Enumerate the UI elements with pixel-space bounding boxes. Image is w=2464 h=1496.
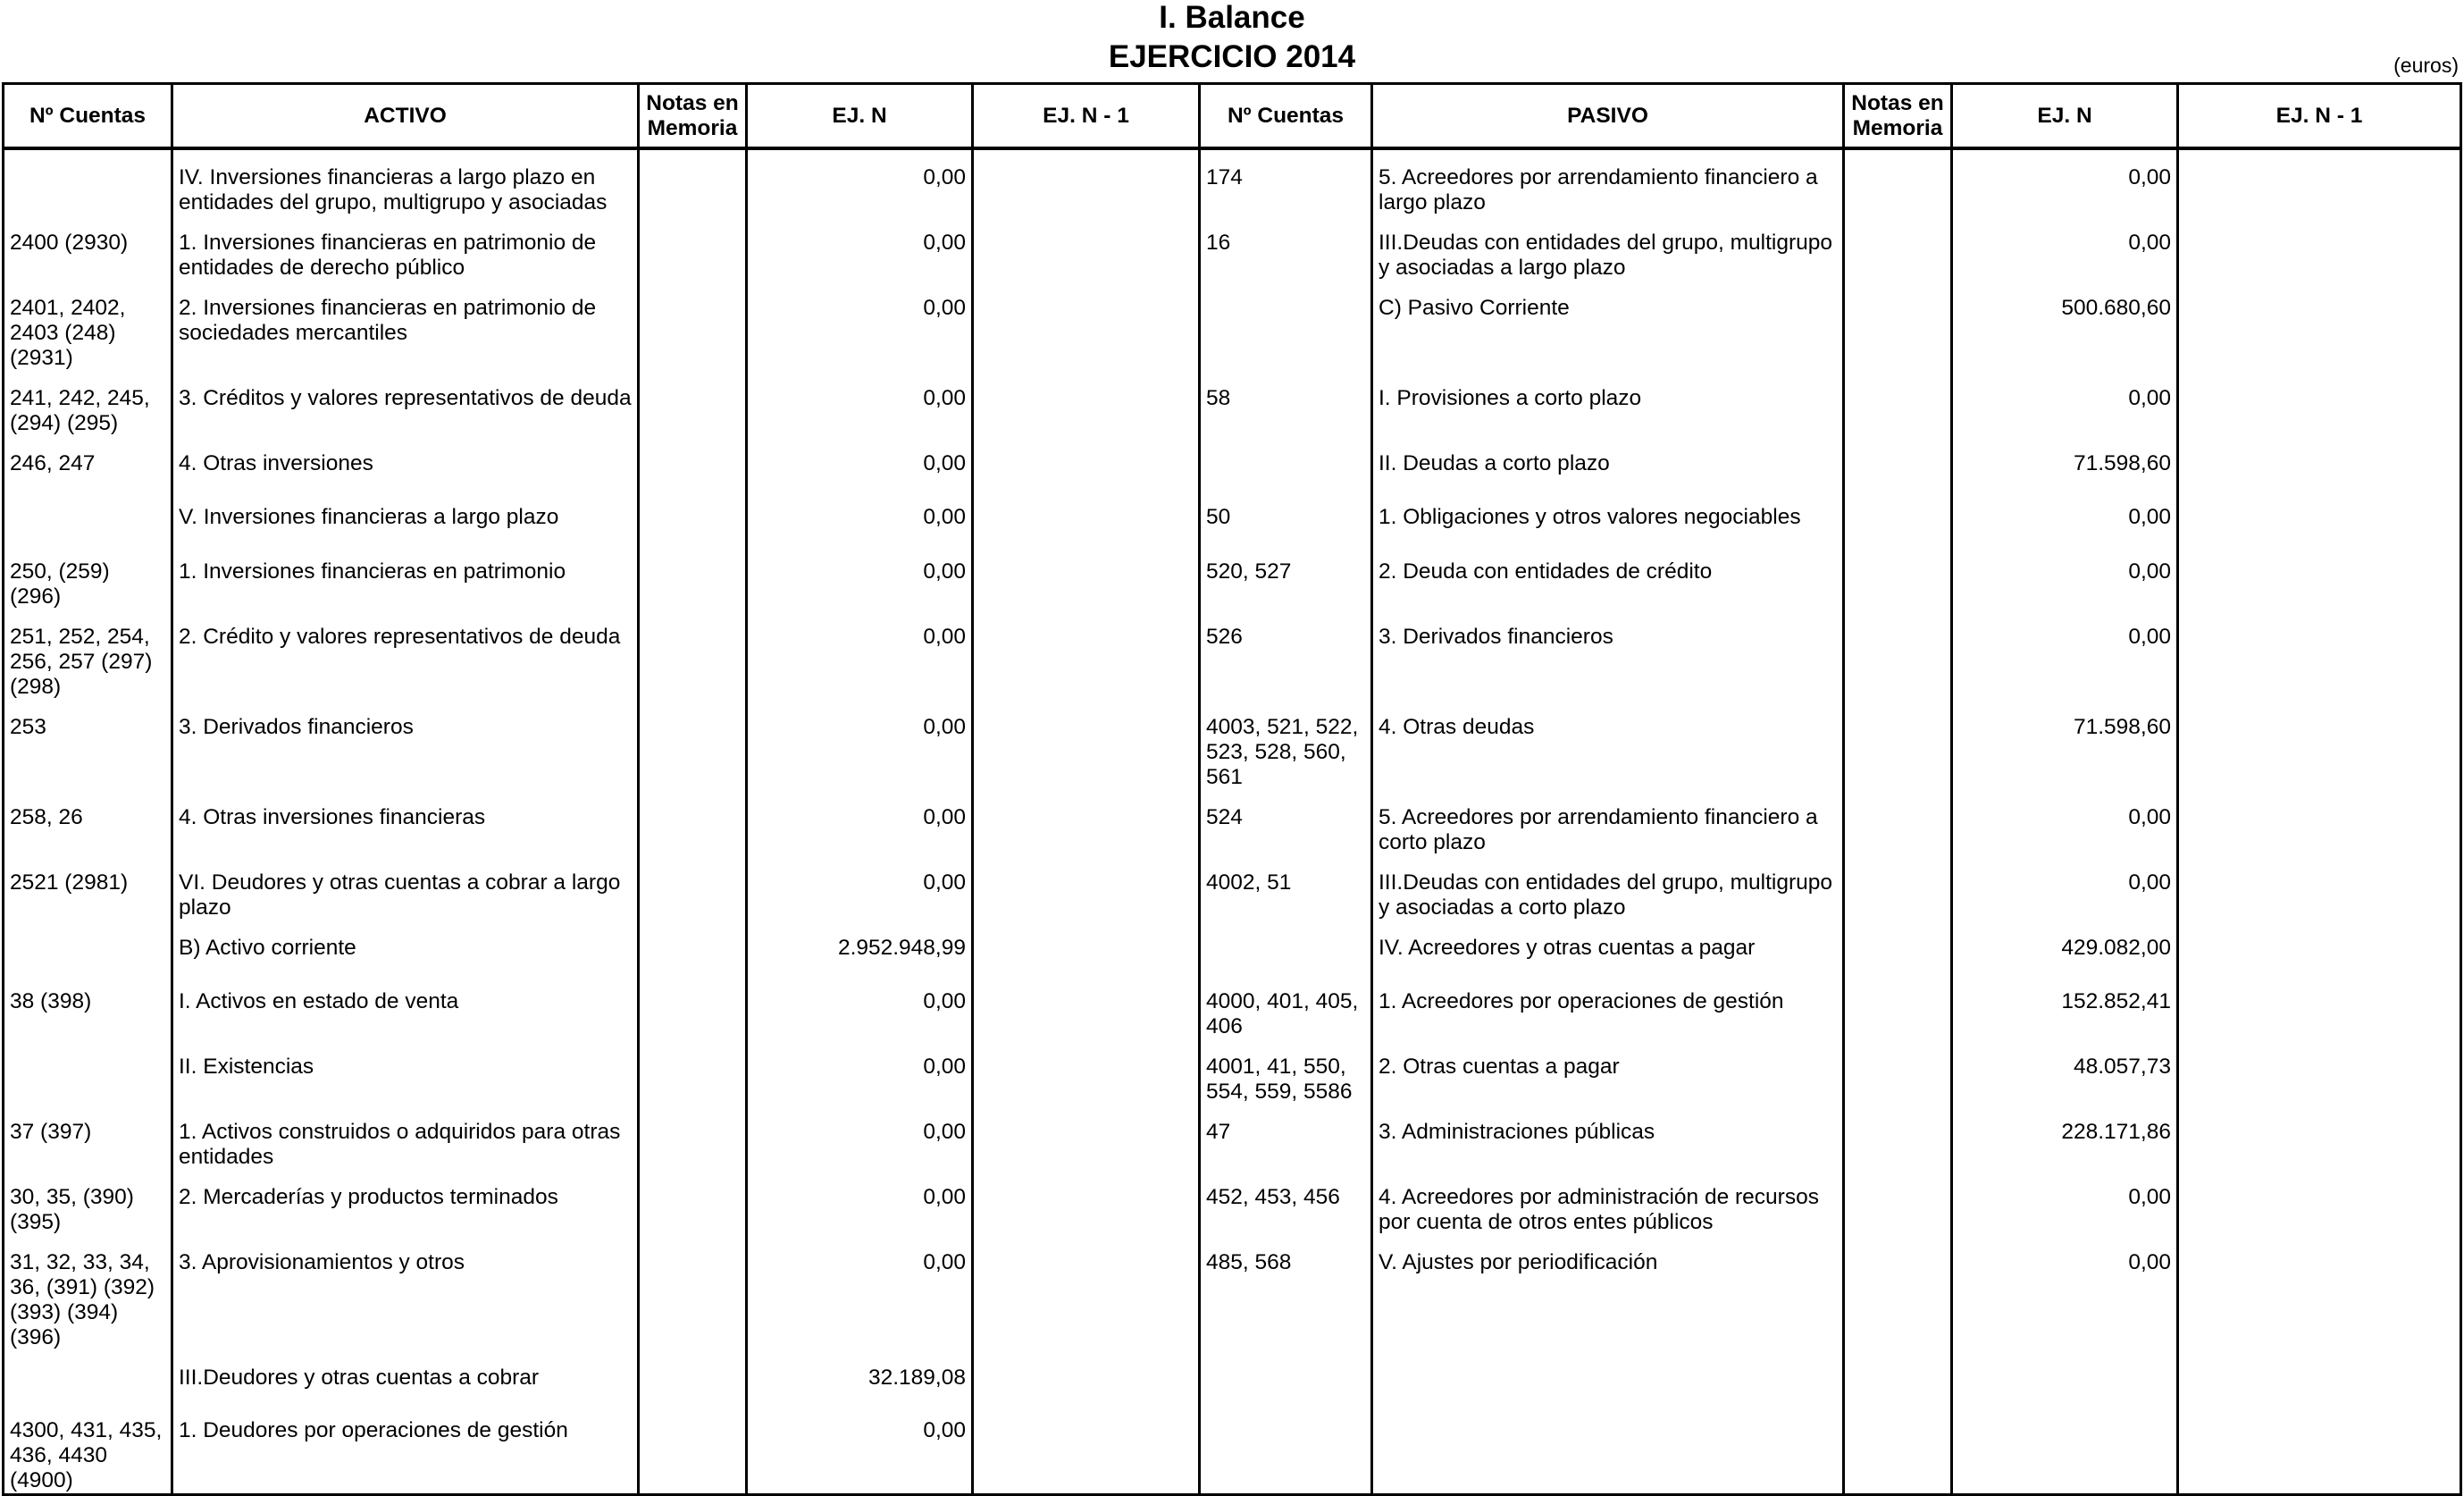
activo-notas-cell (639, 1350, 747, 1403)
activo-cuentas-cell: 246, 247 (4, 436, 172, 490)
pasivo-cuentas-cell: 50 (1200, 490, 1372, 544)
pasivo-ejn-cell: 71.598,60 (1952, 700, 2178, 790)
pasivo-cuentas-cell (1200, 920, 1372, 974)
activo-cuentas-cell: 30, 35, (390) (395) (4, 1170, 172, 1235)
activo-notas-cell (639, 609, 747, 700)
pasivo-ejn-cell (1952, 1350, 2178, 1403)
pasivo-descripcion-cell: 3. Derivados financieros (1372, 609, 1844, 700)
activo-ejn1-cell (973, 609, 1200, 700)
table-row (4, 855, 2461, 920)
activo-ejn1-cell (973, 148, 1200, 215)
pasivo-ejn-cell: 0,00 (1952, 609, 2178, 700)
pasivo-descripcion-cell: 1. Obligaciones y otros valores negociables (1372, 490, 1844, 544)
activo-notas-cell (639, 1235, 747, 1350)
activo-cuentas-cell (4, 1350, 172, 1403)
activo-cuentas-cell: 258, 26 (4, 790, 172, 855)
activo-ejn-cell: 0,00 (747, 700, 973, 790)
pasivo-descripcion-cell: I. Provisiones a corto plazo (1372, 371, 1844, 436)
activo-notas-cell (639, 281, 747, 371)
activo-ejn-cell: 0,00 (747, 609, 973, 700)
table-row (4, 920, 2461, 974)
activo-ejn1-cell (973, 281, 1200, 371)
activo-descripcion-cell: II. Existencias (172, 1039, 639, 1105)
activo-notas-cell (639, 1105, 747, 1170)
pasivo-ejn1-cell (2178, 790, 2461, 855)
table-row (4, 371, 2461, 436)
pasivo-ejn1-cell (2178, 490, 2461, 544)
pasivo-ejn-cell: 0,00 (1952, 1235, 2178, 1350)
activo-ejn1-cell (973, 855, 1200, 920)
pasivo-ejn1-cell (2178, 1105, 2461, 1170)
activo-ejn-cell: 0,00 (747, 371, 973, 436)
pasivo-descripcion-cell: 1. Acreedores por operaciones de gestión (1372, 974, 1844, 1039)
header-notas-activo: Notas en Memoria (639, 84, 747, 149)
pasivo-ejn1-cell (2178, 1039, 2461, 1105)
pasivo-descripcion-cell: 4. Otras deudas (1372, 700, 1844, 790)
activo-ejn-cell: 0,00 (747, 1105, 973, 1170)
pasivo-cuentas-cell (1200, 436, 1372, 490)
activo-notas-cell (639, 974, 747, 1039)
activo-notas-cell (639, 371, 747, 436)
pasivo-descripcion-cell (1372, 1350, 1844, 1403)
pasivo-ejn-cell: 0,00 (1952, 215, 2178, 281)
header-ejn-pasivo: EJ. N (1952, 84, 2178, 149)
activo-cuentas-cell: 250, (259) (296) (4, 544, 172, 609)
activo-descripcion-cell: IV. Inversiones financieras a largo plazo en entidades del grupo, multigrupo y asociadas (172, 148, 639, 215)
pasivo-cuentas-cell: 452, 453, 456 (1200, 1170, 1372, 1235)
activo-descripcion-cell: 1. Inversiones financieras en patrimonio (172, 544, 639, 609)
pasivo-descripcion-cell (1372, 1403, 1844, 1495)
header-ejn-activo: EJ. N (747, 84, 973, 149)
pasivo-cuentas-cell: 4000, 401, 405, 406 (1200, 974, 1372, 1039)
activo-ejn1-cell (973, 436, 1200, 490)
activo-ejn-cell: 0,00 (747, 1235, 973, 1350)
pasivo-ejn1-cell (2178, 855, 2461, 920)
activo-cuentas-cell: 2401, 2402, 2403 (248) (2931) (4, 281, 172, 371)
activo-cuentas-cell: 31, 32, 33, 34, 36, (391) (392) (393) (394) (396) (4, 1235, 172, 1350)
activo-descripcion-cell: 1. Activos construidos o adquiridos para otras entidades (172, 1105, 639, 1170)
table-row (4, 490, 2461, 544)
table-row (4, 974, 2461, 1039)
table-row (4, 1403, 2461, 1495)
table-row (4, 215, 2461, 281)
activo-ejn-cell: 0,00 (747, 1403, 973, 1495)
activo-ejn1-cell (973, 1170, 1200, 1235)
pasivo-cuentas-cell: 485, 568 (1200, 1235, 1372, 1350)
activo-notas-cell (639, 855, 747, 920)
activo-descripcion-cell: 4. Otras inversiones financieras (172, 790, 639, 855)
pasivo-ejn1-cell (2178, 920, 2461, 974)
pasivo-notas-cell (1844, 609, 1952, 700)
header-pasivo: PASIVO (1372, 84, 1844, 149)
pasivo-ejn-cell: 48.057,73 (1952, 1039, 2178, 1105)
table-row (4, 1350, 2461, 1403)
activo-notas-cell (639, 215, 747, 281)
activo-ejn1-cell (973, 215, 1200, 281)
pasivo-cuentas-cell: 524 (1200, 790, 1372, 855)
pasivo-cuentas-cell: 47 (1200, 1105, 1372, 1170)
pasivo-ejn-cell: 0,00 (1952, 371, 2178, 436)
activo-descripcion-cell: 1. Inversiones financieras en patrimonio de entidades de derecho público (172, 215, 639, 281)
pasivo-descripcion-cell: 4. Acreedores por administración de recursos por cuenta de otros entes públicos (1372, 1170, 1844, 1235)
activo-ejn1-cell (973, 1350, 1200, 1403)
table-row (4, 609, 2461, 700)
pasivo-ejn-cell: 228.171,86 (1952, 1105, 2178, 1170)
pasivo-ejn1-cell (2178, 436, 2461, 490)
activo-cuentas-cell: 38 (398) (4, 974, 172, 1039)
activo-cuentas-cell: 251, 252, 254, 256, 257 (297) (298) (4, 609, 172, 700)
pasivo-ejn-cell: 0,00 (1952, 855, 2178, 920)
pasivo-descripcion-cell: III.Deudas con entidades del grupo, multigrupo y asociadas a corto plazo (1372, 855, 1844, 920)
pasivo-notas-cell (1844, 281, 1952, 371)
activo-cuentas-cell: 37 (397) (4, 1105, 172, 1170)
activo-ejn1-cell (973, 544, 1200, 609)
pasivo-ejn1-cell (2178, 1235, 2461, 1350)
header-activo: ACTIVO (172, 84, 639, 149)
pasivo-ejn-cell: 0,00 (1952, 544, 2178, 609)
pasivo-ejn1-cell (2178, 1170, 2461, 1235)
pasivo-cuentas-cell: 4002, 51 (1200, 855, 1372, 920)
activo-ejn-cell: 0,00 (747, 436, 973, 490)
table-row (4, 1039, 2461, 1105)
activo-ejn1-cell (973, 920, 1200, 974)
activo-descripcion-cell: VI. Deudores y otras cuentas a cobrar a largo plazo (172, 855, 639, 920)
pasivo-ejn-cell: 0,00 (1952, 1170, 2178, 1235)
pasivo-cuentas-cell: 526 (1200, 609, 1372, 700)
activo-ejn1-cell (973, 700, 1200, 790)
activo-cuentas-cell (4, 920, 172, 974)
activo-notas-cell (639, 1403, 747, 1495)
table-row (4, 790, 2461, 855)
activo-descripcion-cell: 3. Créditos y valores representativos de deuda (172, 371, 639, 436)
pasivo-notas-cell (1844, 148, 1952, 215)
pasivo-descripcion-cell: 3. Administraciones públicas (1372, 1105, 1844, 1170)
pasivo-cuentas-cell (1200, 281, 1372, 371)
activo-descripcion-cell: III.Deudores y otras cuentas a cobrar (172, 1350, 639, 1403)
pasivo-ejn1-cell (2178, 148, 2461, 215)
table-row (4, 700, 2461, 790)
activo-cuentas-cell (4, 490, 172, 544)
pasivo-ejn-cell: 500.680,60 (1952, 281, 2178, 371)
pasivo-ejn1-cell (2178, 974, 2461, 1039)
pasivo-cuentas-cell: 520, 527 (1200, 544, 1372, 609)
pasivo-ejn1-cell (2178, 1403, 2461, 1495)
currency-unit: (euros) (2393, 54, 2459, 77)
pasivo-ejn1-cell (2178, 609, 2461, 700)
activo-ejn1-cell (973, 974, 1200, 1039)
pasivo-descripcion-cell: II. Deudas a corto plazo (1372, 436, 1844, 490)
activo-ejn-cell: 2.952.948,99 (747, 920, 973, 974)
pasivo-ejn1-cell (2178, 281, 2461, 371)
activo-ejn-cell: 0,00 (747, 544, 973, 609)
pasivo-descripcion-cell: 2. Deuda con entidades de crédito (1372, 544, 1844, 609)
table-header-row (4, 84, 2461, 149)
pasivo-notas-cell (1844, 1105, 1952, 1170)
table-row (4, 1170, 2461, 1235)
activo-descripcion-cell: 3. Aprovisionamientos y otros (172, 1235, 639, 1350)
activo-ejn-cell: 0,00 (747, 490, 973, 544)
pasivo-ejn1-cell (2178, 215, 2461, 281)
table-row (4, 1235, 2461, 1350)
activo-cuentas-cell: 4300, 431, 435, 436, 4430 (4900) (4, 1403, 172, 1495)
pasivo-ejn-cell: 429.082,00 (1952, 920, 2178, 974)
pasivo-ejn-cell: 0,00 (1952, 148, 2178, 215)
activo-ejn-cell: 0,00 (747, 790, 973, 855)
header-ejn1-activo: EJ. N - 1 (973, 84, 1200, 149)
activo-descripcion-cell: I. Activos en estado de venta (172, 974, 639, 1039)
header-ejn1-pasivo: EJ. N - 1 (2178, 84, 2461, 149)
activo-cuentas-cell: 241, 242, 245, (294) (295) (4, 371, 172, 436)
pasivo-notas-cell (1844, 855, 1952, 920)
activo-ejn1-cell (973, 790, 1200, 855)
activo-descripcion-cell: 1. Deudores por operaciones de gestión (172, 1403, 639, 1495)
pasivo-cuentas-cell: 4001, 41, 550, 554, 559, 5586 (1200, 1039, 1372, 1105)
pasivo-descripcion-cell: III.Deudas con entidades del grupo, multigrupo y asociadas a largo plazo (1372, 215, 1844, 281)
pasivo-notas-cell (1844, 490, 1952, 544)
pasivo-ejn-cell: 0,00 (1952, 490, 2178, 544)
activo-notas-cell (639, 544, 747, 609)
pasivo-ejn-cell: 0,00 (1952, 790, 2178, 855)
pasivo-notas-cell (1844, 1170, 1952, 1235)
table-row (4, 148, 2461, 215)
pasivo-notas-cell (1844, 974, 1952, 1039)
pasivo-notas-cell (1844, 790, 1952, 855)
pasivo-cuentas-cell: 58 (1200, 371, 1372, 436)
pasivo-notas-cell (1844, 544, 1952, 609)
pasivo-descripcion-cell: IV. Acreedores y otras cuentas a pagar (1372, 920, 1844, 974)
activo-notas-cell (639, 436, 747, 490)
pasivo-notas-cell (1844, 700, 1952, 790)
activo-ejn-cell: 0,00 (747, 974, 973, 1039)
pasivo-notas-cell (1844, 436, 1952, 490)
activo-ejn1-cell (973, 371, 1200, 436)
pasivo-ejn1-cell (2178, 1350, 2461, 1403)
activo-ejn1-cell (973, 1039, 1200, 1105)
activo-ejn1-cell (973, 490, 1200, 544)
activo-cuentas-cell (4, 1039, 172, 1105)
activo-ejn1-cell (973, 1235, 1200, 1350)
activo-notas-cell (639, 1170, 747, 1235)
activo-descripcion-cell: 2. Crédito y valores representativos de deuda (172, 609, 639, 700)
activo-descripcion-cell: 4. Otras inversiones (172, 436, 639, 490)
pasivo-ejn-cell (1952, 1403, 2178, 1495)
activo-cuentas-cell (4, 148, 172, 215)
activo-descripcion-cell: 2. Mercaderías y productos terminados (172, 1170, 639, 1235)
activo-cuentas-cell: 253 (4, 700, 172, 790)
header-notas-pasivo: Notas en Memoria (1844, 84, 1952, 149)
pasivo-cuentas-cell: 174 (1200, 148, 1372, 215)
table-row (4, 281, 2461, 371)
pasivo-descripcion-cell: C) Pasivo Corriente (1372, 281, 1844, 371)
activo-ejn-cell: 0,00 (747, 855, 973, 920)
pasivo-notas-cell (1844, 371, 1952, 436)
pasivo-ejn1-cell (2178, 544, 2461, 609)
activo-ejn-cell: 32.189,08 (747, 1350, 973, 1403)
activo-ejn1-cell (973, 1105, 1200, 1170)
header-cuentas-activo: Nº Cuentas (4, 84, 172, 149)
activo-ejn1-cell (973, 1403, 1200, 1495)
pasivo-descripcion-cell: 5. Acreedores por arrendamiento financiero a largo plazo (1372, 148, 1844, 215)
activo-cuentas-cell: 2521 (2981) (4, 855, 172, 920)
activo-descripcion-cell: 3. Derivados financieros (172, 700, 639, 790)
header-cuentas-pasivo: Nº Cuentas (1200, 84, 1372, 149)
pasivo-notas-cell (1844, 215, 1952, 281)
pasivo-cuentas-cell: 4003, 521, 522, 523, 528, 560, 561 (1200, 700, 1372, 790)
activo-descripcion-cell: V. Inversiones financieras a largo plazo (172, 490, 639, 544)
pasivo-ejn1-cell (2178, 700, 2461, 790)
activo-notas-cell (639, 700, 747, 790)
pasivo-ejn1-cell (2178, 371, 2461, 436)
pasivo-descripcion-cell: V. Ajustes por periodificación (1372, 1235, 1844, 1350)
activo-cuentas-cell: 2400 (2930) (4, 215, 172, 281)
activo-notas-cell (639, 920, 747, 974)
balance-table (2, 82, 2462, 1496)
page-subtitle: EJERCICIO 2014 (1108, 39, 1356, 74)
pasivo-cuentas-cell (1200, 1350, 1372, 1403)
table-row (4, 436, 2461, 490)
pasivo-notas-cell (1844, 1235, 1952, 1350)
page-title: I. Balance (1159, 0, 1305, 35)
activo-notas-cell (639, 490, 747, 544)
activo-ejn-cell: 0,00 (747, 281, 973, 371)
pasivo-notas-cell (1844, 920, 1952, 974)
table-row (4, 544, 2461, 609)
pasivo-notas-cell (1844, 1350, 1952, 1403)
pasivo-descripcion-cell: 2. Otras cuentas a pagar (1372, 1039, 1844, 1105)
activo-descripcion-cell: 2. Inversiones financieras en patrimonio de sociedades mercantiles (172, 281, 639, 371)
activo-descripcion-cell: B) Activo corriente (172, 920, 639, 974)
pasivo-ejn-cell: 71.598,60 (1952, 436, 2178, 490)
activo-notas-cell (639, 148, 747, 215)
pasivo-notas-cell (1844, 1039, 1952, 1105)
activo-ejn-cell: 0,00 (747, 1170, 973, 1235)
pasivo-cuentas-cell (1200, 1403, 1372, 1495)
pasivo-cuentas-cell: 16 (1200, 215, 1372, 281)
activo-notas-cell (639, 790, 747, 855)
activo-ejn-cell: 0,00 (747, 1039, 973, 1105)
activo-ejn-cell: 0,00 (747, 148, 973, 215)
pasivo-descripcion-cell: 5. Acreedores por arrendamiento financiero a corto plazo (1372, 790, 1844, 855)
pasivo-notas-cell (1844, 1403, 1952, 1495)
table-row (4, 1105, 2461, 1170)
activo-ejn-cell: 0,00 (747, 215, 973, 281)
activo-notas-cell (639, 1039, 747, 1105)
pasivo-ejn-cell: 152.852,41 (1952, 974, 2178, 1039)
